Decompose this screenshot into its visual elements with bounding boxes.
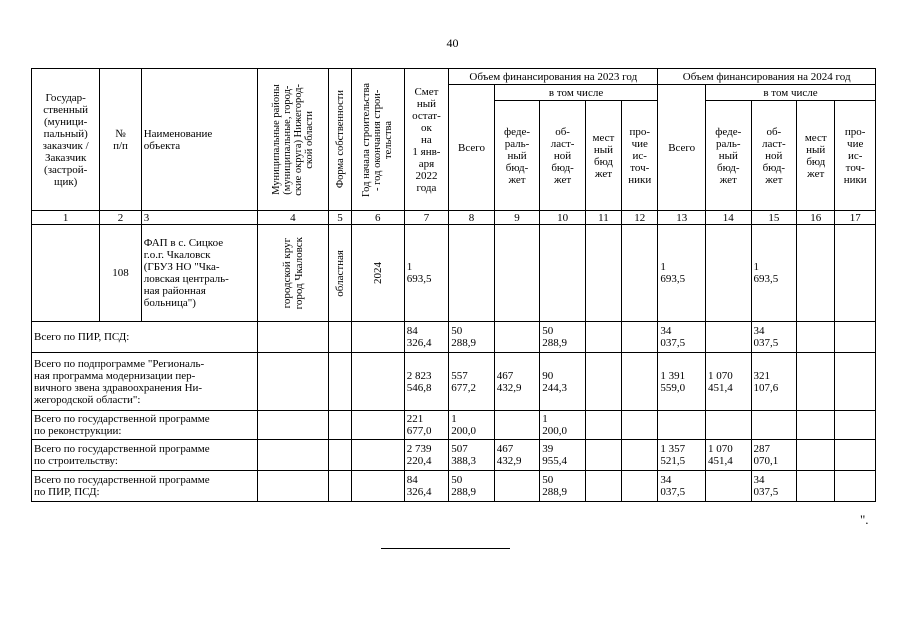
header-regional-2023: об- ласт- ной бюд- жет	[540, 101, 586, 211]
header-total-2024: Всего	[658, 85, 706, 211]
header-customer: Государ- ственный (муници- пальный) заказчик / Заказчик (застрой- щик)	[32, 69, 100, 211]
total-row-label: Всего по государственной программе по реконструкции:	[32, 411, 258, 440]
header-local-2024: мест ный бюд жет	[797, 101, 835, 211]
column-number: 5	[329, 211, 352, 225]
value-cell: 50 288,9	[540, 322, 586, 353]
value-cell: 50 288,9	[449, 322, 495, 353]
value-cell	[449, 225, 495, 322]
value-cell: 221 677,0	[404, 411, 449, 440]
column-number: 1	[32, 211, 100, 225]
value-cell: 467 432,9	[494, 353, 540, 411]
column-number: 10	[540, 211, 586, 225]
value-cell: 1 693,5	[404, 225, 449, 322]
total-row	[32, 322, 876, 353]
value-cell: 2 823 546,8	[404, 353, 449, 411]
empty-cell	[351, 471, 404, 502]
header-ownership-cell	[329, 69, 352, 211]
column-number: 4	[257, 211, 328, 225]
column-number: 6	[351, 211, 404, 225]
column-number: 8	[449, 211, 495, 225]
header-including-2023: в том числе	[494, 85, 658, 101]
object-row	[32, 225, 876, 322]
value-cell: 321 107,6	[751, 353, 797, 411]
value-cell	[835, 411, 876, 440]
column-number: 7	[404, 211, 449, 225]
value-cell	[585, 471, 621, 502]
object-number: 108	[100, 225, 141, 322]
header-years-cell	[351, 69, 404, 211]
empty-cell	[351, 411, 404, 440]
empty-cell	[329, 353, 352, 411]
column-number: 17	[835, 211, 876, 225]
header-including-2024: в том числе	[706, 85, 876, 101]
column-number: 9	[494, 211, 540, 225]
header-federal-2023: феде- раль- ный бюд- жет	[494, 101, 540, 211]
end-rule	[381, 548, 510, 549]
empty-cell	[351, 440, 404, 471]
value-cell: 1 693,5	[658, 225, 706, 322]
empty-cell	[257, 322, 328, 353]
value-cell	[835, 322, 876, 353]
column-number: 15	[751, 211, 797, 225]
funding-table	[31, 68, 876, 502]
object-municipality-cell	[257, 225, 328, 322]
value-cell	[751, 411, 797, 440]
value-cell	[622, 353, 658, 411]
value-cell: 34 037,5	[658, 471, 706, 502]
header-other-2024: про- чие ис- точ- ники	[835, 101, 876, 211]
column-number: 3	[141, 211, 257, 225]
header-estimate: Смет ный остат- ок на 1 янв- аря 2022 года	[404, 69, 449, 211]
value-cell	[797, 353, 835, 411]
object-years-cell	[351, 225, 404, 322]
total-row	[32, 440, 876, 471]
empty-cell	[351, 353, 404, 411]
empty-cell	[351, 322, 404, 353]
total-row-label: Всего по государственной программе по ПИР, ПСД:	[32, 471, 258, 502]
empty-cell	[329, 440, 352, 471]
value-cell	[835, 440, 876, 471]
total-row	[32, 471, 876, 502]
header-funding-2024: Объем финансирования на 2024 год	[658, 69, 876, 85]
value-cell: 557 677,2	[449, 353, 495, 411]
value-cell: 34 037,5	[751, 471, 797, 502]
empty-cell	[257, 440, 328, 471]
header-total-2023: Всего	[449, 85, 495, 211]
header-regional-2024: об- ласт- ной бюд- жет	[751, 101, 797, 211]
value-cell	[494, 471, 540, 502]
object-ownership: областная	[334, 249, 346, 297]
value-cell	[835, 225, 876, 322]
value-cell: 34 037,5	[751, 322, 797, 353]
value-cell	[797, 471, 835, 502]
value-cell: 90 244,3	[540, 353, 586, 411]
value-cell	[706, 225, 752, 322]
value-cell	[797, 440, 835, 471]
empty-cell	[257, 471, 328, 502]
value-cell: 39 955,4	[540, 440, 586, 471]
value-cell: 1 357 521,5	[658, 440, 706, 471]
header-years: Год начала строительства - год окончания строи- тельства	[361, 82, 395, 197]
value-cell: 34 037,5	[658, 322, 706, 353]
header-municipality: Муниципальные районы (муниципальные, город- ские округа) Нижегород- ской области	[270, 83, 315, 196]
value-cell	[706, 322, 752, 353]
value-cell	[494, 411, 540, 440]
object-ownership-cell	[329, 225, 352, 322]
value-cell: 507 388,3	[449, 440, 495, 471]
closing-quote: ".	[860, 512, 869, 527]
value-cell	[797, 322, 835, 353]
column-number-row	[32, 211, 876, 225]
empty-cell	[329, 411, 352, 440]
column-number: 14	[706, 211, 752, 225]
value-cell	[622, 225, 658, 322]
empty-cell	[329, 471, 352, 502]
value-cell	[797, 411, 835, 440]
value-cell	[658, 411, 706, 440]
object-customer	[32, 225, 100, 322]
value-cell	[835, 353, 876, 411]
value-cell: 50 288,9	[449, 471, 495, 502]
value-cell	[494, 322, 540, 353]
value-cell	[622, 440, 658, 471]
value-cell	[706, 471, 752, 502]
header-local-2023: мест ный бюд жет	[585, 101, 621, 211]
column-number: 13	[658, 211, 706, 225]
value-cell	[797, 225, 835, 322]
object-municipality: городской круг город Чкаловск	[280, 236, 305, 310]
value-cell: 1 200,0	[540, 411, 586, 440]
value-cell	[622, 471, 658, 502]
value-cell	[494, 225, 540, 322]
value-cell	[622, 411, 658, 440]
header-row-1	[32, 69, 876, 85]
object-name: ФАП в с. Сицкое г.о.г. Чкаловск (ГБУЗ НО "Чка- ловская централь- ная районная больница")	[141, 225, 257, 322]
value-cell	[585, 225, 621, 322]
value-cell: 1 200,0	[449, 411, 495, 440]
value-cell: 1 391 559,0	[658, 353, 706, 411]
value-cell	[622, 322, 658, 353]
total-row-label: Всего по государственной программе по строительству:	[32, 440, 258, 471]
header-other-2023: про- чие ис- точ- ники	[622, 101, 658, 211]
empty-cell	[257, 411, 328, 440]
total-row-label: Всего по подпрограмме "Региональ- ная программа модернизации пер- вичного звена здравоохранения Ни- жегородской области":	[32, 353, 258, 411]
total-row-label: Всего по ПИР, ПСД:	[32, 322, 258, 353]
value-cell: 1 693,5	[751, 225, 797, 322]
header-municipality-cell	[257, 69, 328, 211]
value-cell	[585, 411, 621, 440]
value-cell	[540, 225, 586, 322]
total-row	[32, 353, 876, 411]
column-number: 12	[622, 211, 658, 225]
value-cell: 1 070 451,4	[706, 353, 752, 411]
header-object-name: Наименование объекта	[141, 69, 257, 211]
page-number: 40	[446, 36, 459, 50]
empty-cell	[329, 322, 352, 353]
value-cell: 287 070,1	[751, 440, 797, 471]
value-cell: 467 432,9	[494, 440, 540, 471]
column-number: 2	[100, 211, 141, 225]
value-cell: 1 070 451,4	[706, 440, 752, 471]
column-number: 11	[585, 211, 621, 225]
header-ownership: Форма собственности	[334, 90, 346, 189]
value-cell: 84 326,4	[404, 322, 449, 353]
value-cell: 2 739 220,4	[404, 440, 449, 471]
value-cell: 50 288,9	[540, 471, 586, 502]
value-cell: 84 326,4	[404, 471, 449, 502]
value-cell	[585, 440, 621, 471]
column-number: 16	[797, 211, 835, 225]
value-cell	[706, 411, 752, 440]
value-cell	[585, 353, 621, 411]
header-number: № п/п	[100, 69, 141, 211]
object-years: 2024	[371, 262, 384, 284]
empty-cell	[257, 353, 328, 411]
header-funding-2023: Объем финансирования на 2023 год	[449, 69, 658, 85]
header-federal-2024: феде- раль- ный бюд- жет	[706, 101, 752, 211]
total-row	[32, 411, 876, 440]
value-cell	[835, 471, 876, 502]
value-cell	[585, 322, 621, 353]
